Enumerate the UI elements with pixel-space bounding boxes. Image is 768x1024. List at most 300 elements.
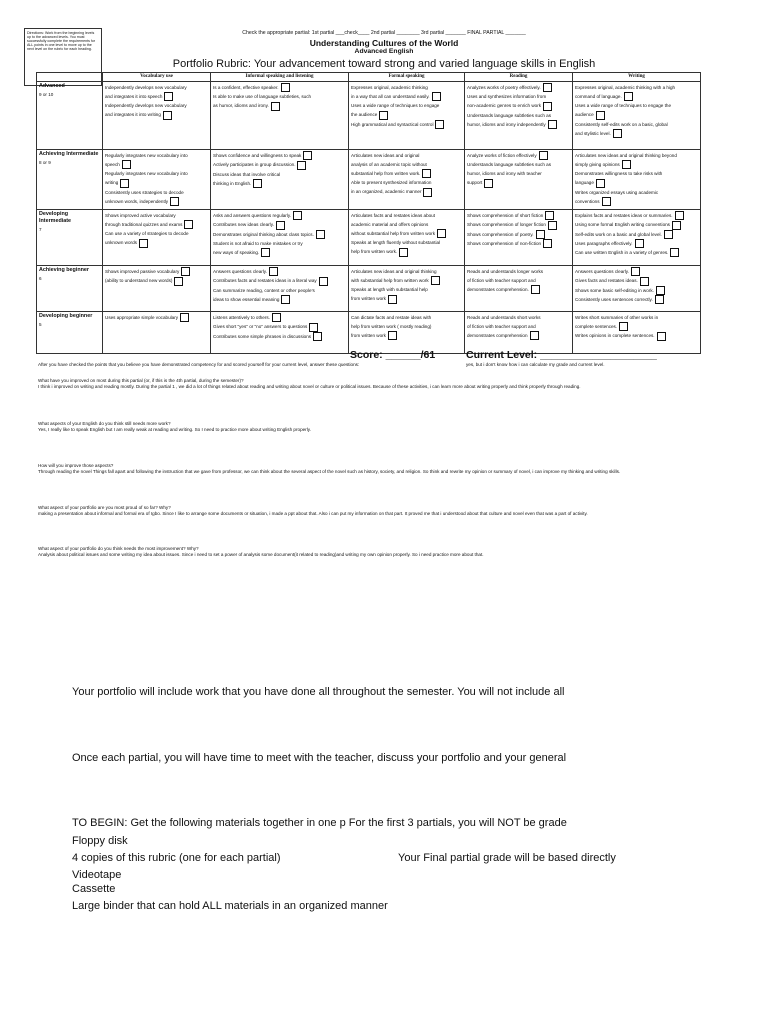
rubric-row bbox=[37, 82, 701, 150]
criterion-text bbox=[575, 129, 698, 138]
criterion-text bbox=[467, 230, 570, 239]
criterion-text bbox=[575, 169, 698, 178]
criterion-text bbox=[105, 110, 208, 119]
criterion-text bbox=[575, 151, 698, 160]
criterion-checkbox[interactable] bbox=[120, 179, 129, 188]
question-text: How will you improve those aspects? bbox=[38, 463, 114, 468]
criterion-label: support bbox=[467, 180, 483, 186]
criterion-label: Able to present synthesized information bbox=[351, 180, 432, 186]
criterion-label: Gives facts and restates ideas. bbox=[575, 278, 638, 284]
criterion-label: Independently develops new vocabulary bbox=[105, 85, 187, 90]
criterion-checkbox[interactable] bbox=[281, 83, 290, 92]
criteria-cell bbox=[573, 266, 701, 312]
criterion-checkbox[interactable] bbox=[388, 295, 397, 304]
criterion-text bbox=[467, 220, 570, 229]
criterion-label: speech bbox=[105, 162, 120, 167]
criterion-checkbox[interactable] bbox=[619, 322, 628, 331]
criterion-label: Speaks at length with substantial help bbox=[351, 287, 428, 293]
criterion-checkbox[interactable] bbox=[379, 111, 388, 120]
criteria-cell bbox=[573, 312, 701, 354]
criteria-cell bbox=[573, 150, 701, 210]
criterion-text bbox=[213, 160, 346, 169]
criterion-checkbox[interactable] bbox=[670, 248, 679, 257]
criterion-text bbox=[467, 169, 570, 178]
criterion-checkbox[interactable] bbox=[545, 211, 554, 220]
criterion-text bbox=[105, 92, 208, 101]
criterion-text bbox=[467, 83, 570, 92]
criterion-text bbox=[467, 322, 570, 331]
criterion-text bbox=[467, 313, 570, 322]
criterion-text bbox=[575, 276, 698, 285]
rubric-header-row bbox=[37, 73, 701, 82]
level-cell bbox=[37, 210, 103, 266]
criteria-cell bbox=[349, 266, 465, 312]
criterion-checkbox[interactable] bbox=[388, 331, 397, 340]
criterion-text bbox=[575, 313, 698, 322]
criterion-label: Shows comprehension of short fiction bbox=[467, 213, 544, 218]
criterion-text bbox=[575, 331, 698, 340]
question-text: What aspect of your portfolio do you think needs the most improvement? Why? bbox=[38, 546, 199, 551]
criterion-checkbox[interactable] bbox=[596, 179, 605, 188]
criterion-text bbox=[213, 313, 346, 322]
criterion-text bbox=[467, 151, 570, 160]
criterion-text bbox=[351, 83, 462, 92]
criterion-label: Articulates new ideas and original thinking beyond bbox=[575, 153, 677, 158]
criterion-checkbox[interactable] bbox=[640, 277, 649, 286]
criterion-label: Articulates facts and restates ideas about bbox=[351, 213, 436, 218]
criterion-checkbox[interactable] bbox=[432, 92, 441, 101]
criterion-checkbox[interactable] bbox=[613, 129, 622, 138]
criteria-cell bbox=[465, 210, 573, 266]
criteria-cell bbox=[573, 82, 701, 150]
criterion-label: Uses and synthesizes information from bbox=[467, 94, 547, 100]
criterion-label: Writes opinions in complete sentences. bbox=[575, 333, 655, 339]
current-level-label: Current Level: ____________________ bbox=[466, 349, 657, 361]
criteria-cell bbox=[349, 150, 465, 210]
criterion-text bbox=[351, 160, 462, 169]
criterion-checkbox[interactable] bbox=[596, 111, 605, 120]
criterion-checkbox[interactable] bbox=[180, 313, 189, 322]
level-range: 7 bbox=[39, 227, 42, 232]
criterion-text bbox=[351, 285, 462, 294]
criterion-checkbox[interactable] bbox=[281, 295, 290, 304]
criterion-text bbox=[351, 187, 462, 196]
criterion-text bbox=[351, 92, 462, 101]
criterion-label: Speaks at length fluently without substantial bbox=[351, 240, 441, 246]
level-cell bbox=[37, 312, 103, 354]
criterion-label: from written work bbox=[351, 296, 386, 302]
level-range: 9 or 10 bbox=[39, 92, 54, 97]
criterion-label: humor, idioms and irony independently bbox=[467, 121, 546, 127]
criterion-label: Writes short summaries of other works in bbox=[575, 315, 659, 320]
criterion-label: from written work bbox=[351, 333, 386, 338]
criterion-text bbox=[575, 267, 698, 276]
criterion-text bbox=[351, 276, 462, 285]
criterion-label: Regularly integrates new vocabulary into bbox=[105, 171, 188, 177]
column-header: Writing bbox=[573, 73, 701, 82]
criterion-label: Contributes some simple phrases in discussions bbox=[213, 333, 312, 339]
criterion-text bbox=[351, 101, 462, 110]
criterion-label: Articulates new ideas and original thinking bbox=[351, 269, 437, 274]
criterion-text bbox=[467, 276, 570, 285]
criterion-text bbox=[467, 111, 570, 120]
criterion-label: thinking in English. bbox=[213, 180, 252, 186]
criterion-label: Contributes new ideas clearly. bbox=[213, 222, 274, 228]
criterion-checkbox[interactable] bbox=[269, 267, 278, 276]
column-header: Formal speaking bbox=[349, 73, 465, 82]
criterion-checkbox[interactable] bbox=[313, 332, 322, 341]
criterion-text bbox=[105, 238, 208, 247]
criterion-text bbox=[213, 83, 346, 92]
criterion-checkbox[interactable] bbox=[309, 323, 318, 332]
criterion-label: Analyzes works of poetry effectively. bbox=[467, 85, 541, 90]
criterion-text bbox=[351, 178, 462, 187]
criterion-label: new ways of speaking. bbox=[213, 249, 260, 255]
criterion-text bbox=[467, 267, 570, 276]
criterion-label: Self-edits work on a basic and global level. bbox=[575, 231, 662, 237]
criterion-label: Using some formal English writing conventions bbox=[575, 222, 670, 228]
criterion-checkbox[interactable] bbox=[164, 92, 173, 101]
criteria-cell bbox=[103, 82, 211, 150]
criteria-cell bbox=[211, 210, 349, 266]
criterion-checkbox[interactable] bbox=[675, 211, 684, 220]
criterion-label: Contributes facts and restates ideas in a literal way bbox=[213, 278, 317, 284]
criterion-text bbox=[105, 229, 208, 238]
criterion-checkbox[interactable] bbox=[303, 151, 312, 160]
criterion-checkbox[interactable] bbox=[170, 197, 179, 206]
criterion-label: the audience bbox=[351, 112, 378, 118]
criterion-label: of fiction with teacher support and bbox=[467, 278, 536, 283]
criterion-label: Consistently uses sentences correctly. bbox=[575, 296, 653, 302]
criterion-text bbox=[213, 276, 346, 285]
question-block bbox=[38, 505, 678, 516]
criterion-label: through traditional quizzes and exams bbox=[105, 222, 183, 227]
criterion-text bbox=[575, 220, 698, 229]
criteria-cell bbox=[349, 312, 465, 354]
criterion-label: Listens attentively to others. bbox=[213, 315, 270, 320]
criterion-label: humor, idioms and irony with teacher bbox=[467, 171, 542, 177]
criterion-label: Uses appropriate simple vocabulary bbox=[105, 315, 179, 320]
criterion-checkbox[interactable] bbox=[399, 248, 408, 257]
criterion-text bbox=[213, 211, 346, 220]
criterion-checkbox[interactable] bbox=[316, 230, 325, 239]
criterion-label: writing bbox=[105, 180, 119, 186]
criterion-checkbox[interactable] bbox=[422, 169, 431, 178]
criterion-label: academic material and offers opinions bbox=[351, 222, 429, 227]
criterion-checkbox[interactable] bbox=[261, 248, 270, 257]
criterion-text bbox=[105, 83, 208, 92]
criterion-label: analysis of an academic topic without bbox=[351, 162, 427, 167]
criterion-checkbox[interactable] bbox=[272, 313, 281, 322]
criterion-text bbox=[351, 110, 462, 119]
criterion-text bbox=[575, 101, 698, 110]
partial-check-line: Check the appropriate partial: 1st partial ___check____ 2nd partial ________ 3rd partial _______ FINAL PARTIAL _______ bbox=[242, 30, 526, 36]
criterion-text bbox=[105, 151, 208, 160]
criterion-label: unknown words bbox=[105, 240, 137, 246]
criterion-text bbox=[213, 286, 346, 295]
criterion-checkbox[interactable] bbox=[297, 161, 306, 170]
criterion-text bbox=[351, 220, 462, 229]
criterion-checkbox[interactable] bbox=[293, 211, 302, 220]
criteria-cell bbox=[103, 266, 211, 312]
level-name: Achieving Intermediate bbox=[39, 151, 99, 157]
criterion-checkbox[interactable] bbox=[656, 286, 665, 295]
level-name: Advanced bbox=[39, 83, 65, 89]
criterion-checkbox[interactable] bbox=[543, 239, 552, 248]
column-header: Reading bbox=[465, 73, 573, 82]
criteria-cell bbox=[211, 82, 349, 150]
rubric-table bbox=[36, 72, 701, 354]
criterion-text bbox=[575, 239, 698, 248]
criterion-label: Independently develops new vocabulary bbox=[105, 103, 187, 109]
criterion-label: Consistently self-edits work on a basic, global bbox=[575, 121, 668, 127]
criterion-text bbox=[213, 322, 346, 331]
criterion-label: Uses paragraphs effectively. bbox=[575, 240, 633, 246]
column-header: Vocabulary use bbox=[103, 73, 211, 82]
criterion-label: Reads and understands longer works bbox=[467, 269, 544, 274]
criterion-checkbox[interactable] bbox=[602, 197, 611, 206]
criteria-cell bbox=[465, 312, 573, 354]
directions-box: Directions: Work from the beginning levels up to the advanced levels. You must successfully complete the requirements for ALL points in one level to move up to the next level on the rubric for each heading. bbox=[24, 28, 102, 86]
criterion-text bbox=[351, 229, 462, 238]
question-block bbox=[38, 378, 678, 389]
criteria-cell bbox=[465, 150, 573, 210]
criterion-label: audience bbox=[575, 112, 594, 118]
criterion-text bbox=[467, 101, 570, 110]
criterion-text bbox=[575, 120, 698, 129]
criterion-checkbox[interactable] bbox=[530, 331, 539, 340]
criterion-label: Shows improved passive vocabulary bbox=[105, 269, 180, 274]
criterion-label: High grammatical and syntactical control bbox=[351, 121, 434, 127]
criterion-checkbox[interactable] bbox=[139, 239, 148, 248]
criterion-label: help from written work ( mostly reading) bbox=[351, 324, 432, 329]
criterion-label: as humor, idioms and irony. bbox=[213, 103, 269, 109]
column-header: Informal speaking and listening bbox=[211, 73, 349, 82]
material-item: 4 copies of this rubric (one for each partial) bbox=[72, 852, 281, 864]
criterion-text bbox=[351, 313, 462, 322]
criteria-cell bbox=[465, 82, 573, 150]
criterion-label: ideas to show essential meaning bbox=[213, 296, 280, 302]
criterion-text bbox=[213, 101, 346, 110]
criterion-label: Shows comprehension of non-fiction bbox=[467, 240, 542, 246]
criterion-label: unknown words, independently bbox=[105, 198, 169, 204]
criterion-checkbox[interactable] bbox=[484, 179, 493, 188]
level-range: 8 or 9 bbox=[39, 160, 51, 165]
criterion-checkbox[interactable] bbox=[531, 285, 540, 294]
criterion-text bbox=[105, 313, 208, 322]
question-block bbox=[38, 546, 678, 557]
criterion-label: Expresses original, academic thinking bbox=[351, 85, 428, 90]
criterion-checkbox[interactable] bbox=[276, 221, 285, 230]
question-block bbox=[38, 463, 678, 474]
instruction-text: After you have checked the points that you believe you have demonstrated competency for and scored yourself for your current level, answer these questions: bbox=[38, 362, 360, 367]
criterion-label: substantial help from written work. bbox=[351, 171, 421, 176]
criterion-checkbox[interactable] bbox=[548, 221, 557, 230]
criterion-label: Is able to make use of language subtleties, such bbox=[213, 94, 312, 100]
criterion-text bbox=[575, 110, 698, 119]
criterion-label: Understands language subtleties such as bbox=[467, 112, 552, 118]
criterion-text bbox=[213, 332, 346, 341]
criterion-label: Student is not afraid to make mistakes or try bbox=[213, 240, 303, 246]
criterion-label: Answers questions clearly. bbox=[213, 269, 268, 274]
level-cell bbox=[37, 82, 103, 150]
criteria-cell bbox=[211, 150, 349, 210]
criterion-text bbox=[575, 178, 698, 187]
criterion-checkbox[interactable] bbox=[631, 267, 640, 276]
criterion-text bbox=[213, 170, 346, 179]
criteria-cell bbox=[103, 150, 211, 210]
criterion-text bbox=[467, 285, 570, 294]
criterion-label: Uses a wide range of techniques to engage bbox=[351, 103, 440, 109]
criterion-label: in an organized, academic manner bbox=[351, 189, 422, 195]
criterion-label: Analyze works of fiction effectively bbox=[467, 153, 537, 158]
criterion-checkbox[interactable] bbox=[163, 111, 172, 120]
criterion-text bbox=[575, 248, 698, 257]
criterion-label: Can use a variety of strategies to decode bbox=[105, 231, 189, 237]
criterion-checkbox[interactable] bbox=[664, 230, 673, 239]
criterion-label: Explains facts and restates ideas or summaries. bbox=[575, 213, 673, 218]
criterion-label: Gives short "yes" or "no" answers to questions bbox=[213, 324, 308, 330]
criterion-label: Can use written English in a variety of genres. bbox=[575, 250, 669, 256]
criterion-label: of fiction with teacher support and bbox=[467, 324, 536, 329]
criterion-label: command of language. bbox=[575, 94, 622, 99]
criterion-text bbox=[467, 331, 570, 340]
criterion-text bbox=[351, 211, 462, 220]
criterion-label: simply giving opinions bbox=[575, 162, 620, 167]
rubric-row bbox=[37, 266, 701, 312]
answer-text: Yes, I really like to speak English but I am really weak at reading and writing. So I need to practice more about writing English properly. bbox=[38, 426, 311, 432]
criterion-text bbox=[467, 239, 570, 248]
criterion-checkbox[interactable] bbox=[423, 188, 432, 197]
criterion-label: Shows comprehension of poetry. bbox=[467, 231, 534, 237]
materials-heading: TO BEGIN: Get the following materials together in one p For the first 3 partials, you will NOT be grade bbox=[72, 817, 567, 829]
criterion-label: conventions bbox=[575, 198, 600, 204]
criterion-checkbox[interactable] bbox=[435, 120, 444, 129]
level-range: 6 bbox=[39, 276, 42, 281]
criterion-text bbox=[575, 286, 698, 295]
level-name: Achieving beginner bbox=[39, 267, 90, 273]
criterion-text bbox=[105, 197, 208, 206]
criterion-checkbox[interactable] bbox=[437, 229, 446, 238]
criterion-label: Can dictate facts and restate ideas with bbox=[351, 315, 432, 320]
criterion-label: and stylistic level. bbox=[575, 130, 611, 136]
criterion-checkbox[interactable] bbox=[539, 151, 548, 160]
criterion-checkbox[interactable] bbox=[271, 102, 280, 111]
criterion-text bbox=[351, 151, 462, 160]
criterion-checkbox[interactable] bbox=[181, 267, 190, 276]
criterion-text bbox=[575, 211, 698, 220]
level-cell bbox=[37, 266, 103, 312]
criterion-text bbox=[467, 211, 570, 220]
criterion-checkbox[interactable] bbox=[431, 276, 440, 285]
answer-text: Analysis about political issues and some writing my idea about issues. Since i need to set a power of analysis some document(it related to reading)and writing my own opinion properly. So i need practice more about that. bbox=[38, 551, 484, 557]
criterion-label: Reads and understands short works bbox=[467, 315, 541, 320]
criterion-checkbox[interactable] bbox=[253, 179, 262, 188]
criterion-label: Asks and answers questions regularly. bbox=[213, 213, 292, 218]
criterion-checkbox[interactable] bbox=[548, 120, 557, 129]
level-name: Developing Intermediate bbox=[39, 211, 72, 224]
criterion-label: (ability to understand new words) bbox=[105, 278, 173, 284]
criterion-text bbox=[467, 120, 570, 129]
criterion-checkbox[interactable] bbox=[624, 92, 633, 101]
criterion-checkbox[interactable] bbox=[184, 220, 193, 229]
criterion-checkbox[interactable] bbox=[174, 277, 183, 286]
criterion-label: Shows some basic self-editing in work. bbox=[575, 287, 654, 293]
criterion-checkbox[interactable] bbox=[122, 160, 131, 169]
criterion-text bbox=[467, 92, 570, 101]
criteria-cell bbox=[349, 82, 465, 150]
criteria-cell bbox=[211, 266, 349, 312]
material-item: Floppy disk bbox=[72, 835, 128, 847]
level-range: 5 bbox=[39, 322, 42, 327]
criterion-label: Writes organized essays using academic bbox=[575, 189, 659, 195]
criterion-label: Expresses original, academic thinking with a high bbox=[575, 85, 676, 90]
course-subtitle: Advanced English bbox=[354, 48, 414, 55]
criterion-text bbox=[213, 92, 346, 101]
criterion-text bbox=[467, 178, 570, 187]
criterion-text bbox=[575, 160, 698, 169]
criterion-label: Articulates new ideas and original bbox=[351, 153, 420, 158]
criterion-label: without substantial help from written work bbox=[351, 231, 435, 236]
criterion-text bbox=[575, 83, 698, 92]
score-label: Score: ______/61 bbox=[350, 349, 436, 361]
criterion-checkbox[interactable] bbox=[536, 230, 545, 239]
criterion-checkbox[interactable] bbox=[543, 102, 552, 111]
criteria-cell bbox=[211, 312, 349, 354]
criterion-checkbox[interactable] bbox=[635, 239, 644, 248]
criterion-label: Actively participates in group discussion. bbox=[213, 162, 296, 168]
criterion-checkbox[interactable] bbox=[657, 332, 666, 341]
course-title: Understanding Cultures of the World bbox=[309, 38, 459, 48]
criterion-checkbox[interactable] bbox=[319, 277, 328, 286]
criterion-text bbox=[105, 178, 208, 187]
criterion-label: in a way that all can understand easily. bbox=[351, 94, 430, 99]
question-text: What aspect of your portfolio are you most proud of so far? Why? bbox=[38, 505, 171, 510]
criterion-label: and integrates it into writing bbox=[105, 112, 161, 118]
criterion-checkbox[interactable] bbox=[543, 83, 552, 92]
question-text: What have you improved on most during this partial (or, if this is the 4th partial, during the semester)? bbox=[38, 378, 244, 383]
criterion-checkbox[interactable] bbox=[622, 160, 631, 169]
criterion-label: non-academic genres to enrich work bbox=[467, 103, 542, 109]
criterion-text bbox=[351, 247, 462, 256]
material-item: Videotape bbox=[72, 869, 122, 881]
criterion-text bbox=[105, 267, 208, 276]
instruction-response: yes, but i don't know how i can calculate my grade and current level. bbox=[466, 362, 605, 367]
criterion-checkbox[interactable] bbox=[655, 295, 664, 304]
criterion-text bbox=[213, 220, 346, 229]
criterion-label: Shows improved active vocabulary bbox=[105, 213, 176, 218]
criterion-label: Discuss ideas that involve critical bbox=[213, 171, 281, 177]
criterion-text bbox=[575, 188, 698, 197]
criterion-label: demonstrates comprehension bbox=[467, 333, 528, 338]
rubric-title: Portfolio Rubric: Your advancement toward strong and varied language skills in English bbox=[172, 58, 596, 70]
criterion-label: complete sentences. bbox=[575, 324, 618, 329]
criterion-label: and integrates it into speech bbox=[105, 94, 163, 99]
criterion-label: Demonstrates original thinking about class topics. bbox=[213, 231, 314, 237]
material-item: Cassette bbox=[72, 883, 116, 895]
level-name: Developing beginner bbox=[39, 313, 93, 319]
criterion-checkbox[interactable] bbox=[672, 221, 681, 230]
criterion-text bbox=[105, 169, 208, 178]
rubric-row bbox=[37, 210, 701, 266]
answer-text: Through reading the novel Things fall apart and following the instruction that we gave from professor, we can think about the several aspect of the novel such as history, society, and religion. So think and rewrite my opinion or summary of novel, i can improve my thinking and writing skills. bbox=[38, 468, 621, 474]
rubric-row bbox=[37, 150, 701, 210]
criterion-text bbox=[351, 322, 462, 331]
criteria-cell bbox=[573, 210, 701, 266]
criterion-text bbox=[105, 220, 208, 229]
criterion-text bbox=[351, 331, 462, 340]
criterion-text bbox=[105, 101, 208, 110]
